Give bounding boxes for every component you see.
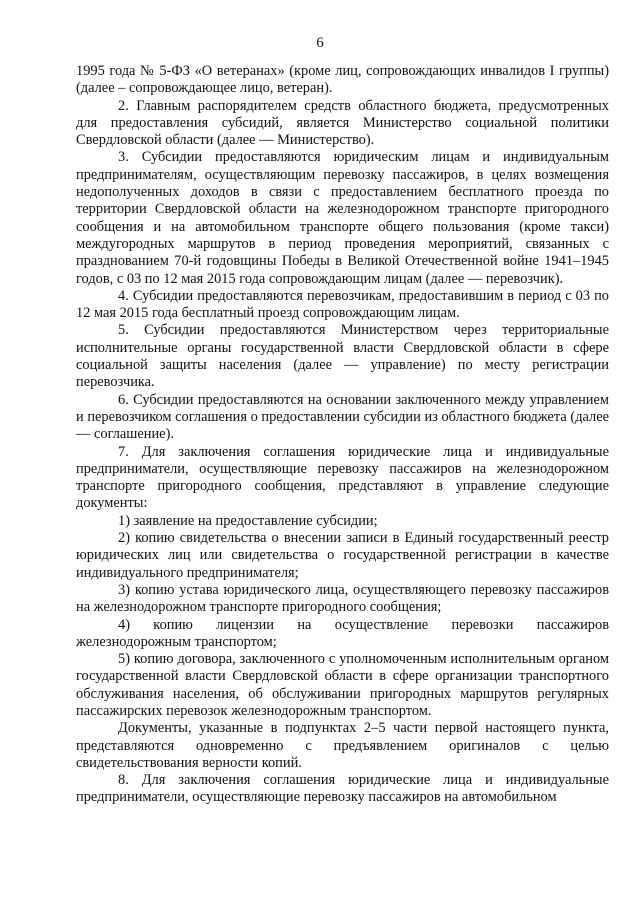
paragraph-4-subsidy-recipients: 4. Субсидии предоставляются перевозчикам, предоставившим в период с 03 по 12 мая 2015 года бесплатный проезд сопровождающим лицам. <box>76 287 609 322</box>
list-item-2-registration-certificate: 2) копию свидетельства о внесении записи в Единый государственный реестр юридических лиц или свидетельства о государственной регистрации в качестве индивидуального предпринимателя; <box>76 530 609 581</box>
list-item-4-license: 4) копию лицензии на осуществление перевозки пассажиров железнодорожным транспортом; <box>76 616 609 650</box>
paragraph-3-subsidy-purpose: 3. Субсидии предоставляются юридическим лицам и индивидуальным предпринимателям, осуществляющим перевозку пассажиров, в целях возмещения недополученных доходов в связи с предоставлением бесплатного проезда по территории Свердловской области на железнодорожном транспорте пригородного сообщения и на автомобильном транспорте общего пользования (кроме такси) междугородных маршрутов в период проведения мероприятий, связанных с празднованием 70-й годовщины Победы в Великой Отечественной войне 1941–1945 годов, с 03 по 12 мая 2015 года сопровождающим лицам (далее — перевозчик). <box>76 149 609 287</box>
document-body <box>76 63 609 807</box>
list-item-3-charter: 3) копию устава юридического лица, осуществляющего перевозку пассажиров на железнодорожном транспорте пригородного сообщения; <box>76 581 609 616</box>
paragraph-7-required-documents: 7. Для заключения соглашения юридические лица и индивидуальные предприниматели, осуществляющие перевозку пассажиров на железнодорожном транспорте пригородного сообщения, представляют в управление следующие документы: <box>76 443 609 512</box>
paragraph-document-originals: Документы, указанные в подпунктах 2–5 части первой настоящего пункта, представляются одновременно с предъявлением оригиналов с целью свидетельствования верности копий. <box>76 720 609 771</box>
paragraph-8-road-transport: 8. Для заключения соглашения юридические лица и индивидуальные предприниматели, осуществляющие перевозку пассажиров на автомобильном <box>76 772 609 806</box>
list-item-5-service-contract: 5) копию договора, заключенного с уполномоченным исполнительным органом государственной власти Свердловской области в сфере организации транспортного обслуживания населения, об обслуживании пригородных маршрутов регулярных пассажирских перевозок железнодорожным транспортом. <box>76 651 609 719</box>
paragraph-continuation-veterans: 1995 года № 5-ФЗ «О ветеранах» (кроме лиц, сопровождающих инвалидов I группы) (далее – сопровождающее лицо, ветеран). <box>76 63 609 97</box>
paragraph-5-subsidy-channel: 5. Субсидии предоставляются Министерством через территориальные исполнительные органы государственной власти Свердловской области в сфере социальной защиты населения (далее — управление) по месту регистрации перевозчика. <box>76 322 609 391</box>
paragraph-6-subsidy-agreement: 6. Субсидии предоставляются на основании заключенного между управлением и перевозчиком соглашения о предоставлении субсидии из областного бюджета (далее — соглашение). <box>76 391 609 443</box>
list-item-1-application: 1) заявление на предоставление субсидии; <box>118 512 378 529</box>
paragraph-2-budget-manager: 2. Главным распорядителем средств областного бюджета, предусмотренных для предоставления субсидий, является Министерство социальной политики Свердловской области (далее — Министерство). <box>76 97 609 149</box>
page-number: 6 <box>316 35 324 51</box>
